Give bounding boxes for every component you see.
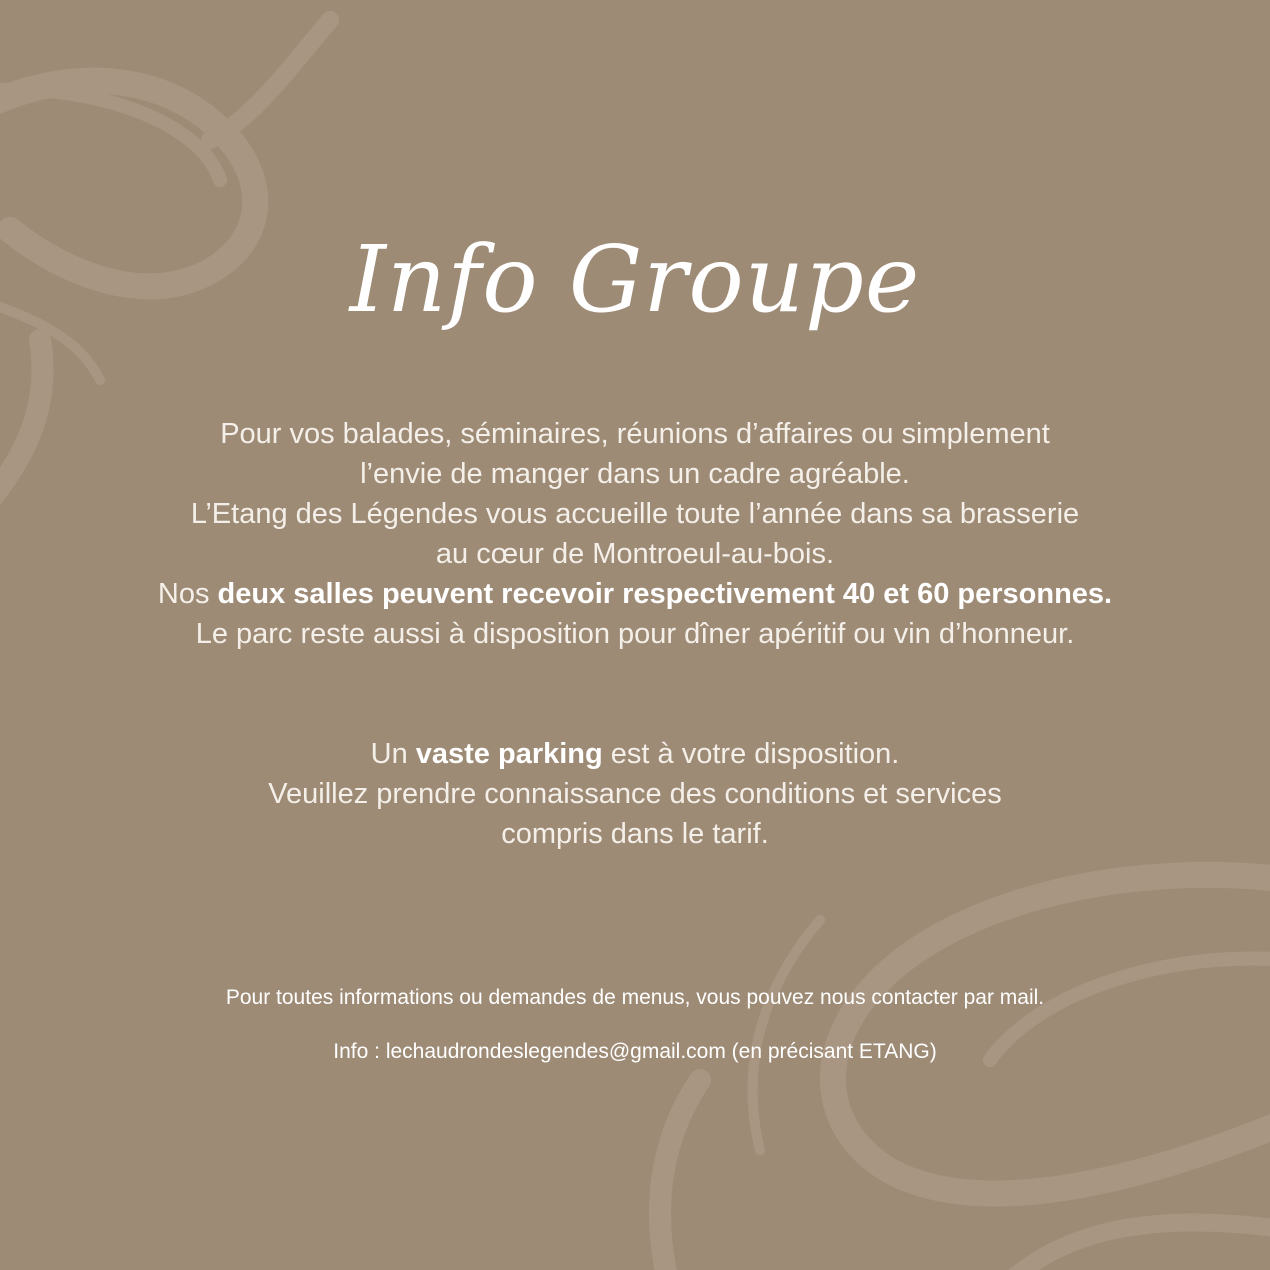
intro-capacity-line (0, 574, 1270, 614)
parking-line (0, 734, 1270, 774)
parking-line: compris dans le tarif. (501, 818, 769, 850)
parking-highlight: vaste parking (415, 738, 603, 770)
intro-capacity-prefix: Nos (157, 578, 218, 610)
parking-line: Veuillez prendre connaissance des conditions et services (268, 778, 1002, 810)
intro-line: l’envie de manger dans un cadre agréable. (360, 458, 910, 490)
parking-prefix: Un (370, 738, 416, 770)
contact-email-line: Info : lechaudrondeslegendes@gmail.com (en précisant ETANG) (333, 1040, 937, 1063)
intro-line: au cœur de Montroeul-au-bois. (435, 538, 835, 570)
parking-paragraph (0, 734, 1270, 854)
intro-paragraph (0, 414, 1270, 654)
intro-line: Le parc reste aussi à disposition pour dîner apéritif ou vin d’honneur. (195, 618, 1075, 650)
contact-text: Pour toutes informations ou demandes de menus, vous pouvez nous contacter par mail. (225, 986, 1045, 1009)
intro-line: Pour vos balades, séminaires, réunions d’affaires ou simplement (220, 418, 1050, 450)
bottom-right-swirl-ornament (660, 875, 1270, 1270)
page-title: Info Groupe (349, 226, 921, 333)
intro-capacity-highlight: deux salles peuvent recevoir respectivement 40 et 60 personnes. (217, 578, 1113, 610)
parking-suffix: est à votre disposition. (602, 738, 900, 770)
intro-line: L’Etang des Légendes vous accueille toute l’année dans sa brasserie (190, 498, 1080, 530)
